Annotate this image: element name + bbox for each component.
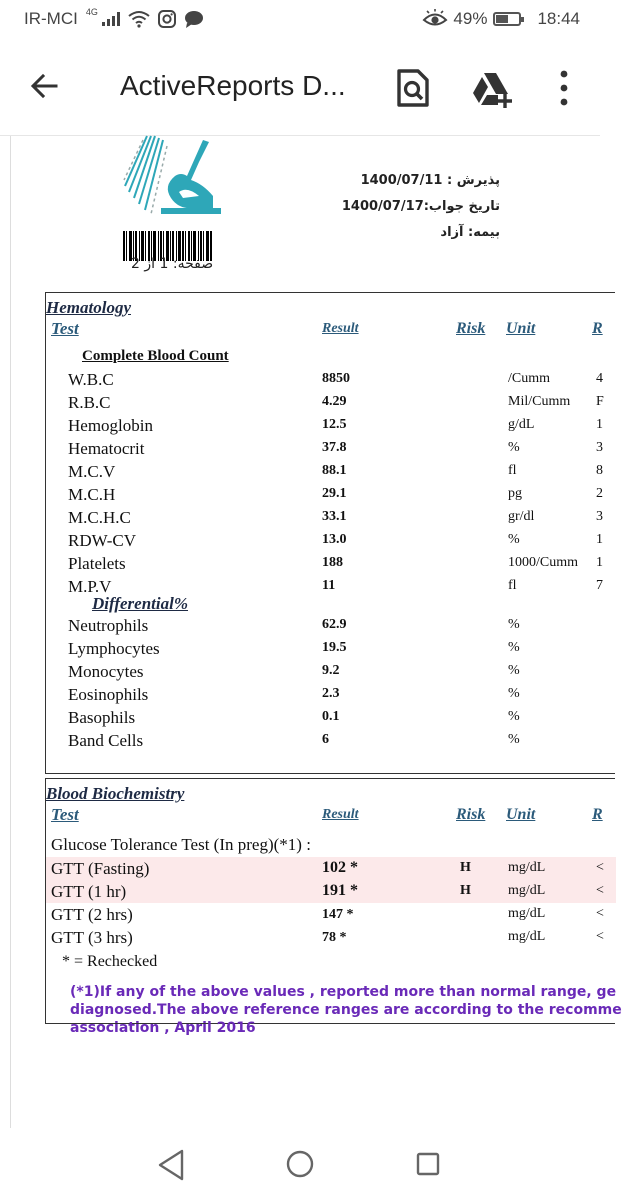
battery-percent: 49% (453, 9, 488, 28)
test-result: 12.5 (322, 417, 347, 432)
test-ref: < (596, 860, 604, 875)
test-unit: mg/dL (508, 883, 546, 898)
test-unit: fl (508, 578, 517, 593)
signal-icon (102, 12, 120, 26)
rechecked-note: * = Rechecked (62, 953, 158, 970)
test-unit: % (508, 709, 520, 724)
test-name: W.B.C (68, 370, 114, 389)
table-row-flagged (46, 857, 616, 880)
nav-back-button[interactable] (156, 1148, 186, 1182)
table-row (46, 614, 616, 636)
footnote (70, 983, 630, 1037)
page-number: صفحه: 1 از 2 (131, 256, 214, 272)
column-result: Result (322, 807, 359, 822)
insurance-type: بیمه: آزاد (440, 225, 500, 240)
test-name: GTT (1 hr) (51, 882, 127, 901)
table-row (46, 391, 616, 413)
test-name: Hemoglobin (68, 416, 153, 435)
network-type: 4G (85, 7, 98, 17)
risk-flag: H (460, 860, 471, 875)
column-test: Test (51, 319, 79, 338)
triangle-back-icon (156, 1148, 186, 1182)
preview-button[interactable] (396, 68, 432, 108)
test-name: M.C.H.C (68, 508, 131, 527)
test-result: 19.5 (322, 640, 347, 655)
table-row (46, 729, 616, 751)
test-result: 4.29 (322, 394, 347, 409)
status-bar (0, 0, 600, 40)
test-name: Monocytes (68, 662, 144, 681)
test-ref: 1 (596, 417, 603, 432)
test-unit: % (508, 440, 520, 455)
test-name: M.C.H (68, 485, 116, 504)
reception-date: پذیرش : 1400/07/11 (360, 173, 500, 188)
table-row (46, 460, 616, 482)
test-name: GTT (3 hrs) (51, 928, 133, 947)
test-unit: mg/dL (508, 906, 546, 921)
test-unit: % (508, 532, 520, 547)
test-name: GTT (2 hrs) (51, 905, 133, 924)
instagram-icon (158, 10, 176, 28)
test-name: Eosinophils (68, 685, 149, 704)
test-name: Platelets (68, 554, 126, 573)
column-risk: Risk (456, 320, 486, 337)
test-ref: 4 (596, 371, 603, 386)
test-ref: < (596, 906, 604, 921)
eye-icon (423, 10, 447, 28)
test-ref: 3 (596, 440, 603, 455)
table-row (46, 414, 616, 436)
report-page (10, 136, 622, 1128)
save-to-drive-button[interactable] (470, 70, 514, 110)
test-result: 8850 (322, 371, 350, 386)
test-ref: 3 (596, 509, 603, 524)
nav-home-button[interactable] (286, 1150, 314, 1178)
test-name: Hematocrit (68, 439, 145, 458)
column-unit: Unit (506, 806, 536, 823)
test-result: 6 (322, 732, 329, 747)
test-unit: mg/dL (508, 860, 546, 875)
test-ref: 1 (596, 532, 603, 547)
test-result: 78 * (322, 930, 347, 945)
test-unit: gr/dl (508, 509, 535, 524)
section-title: Hematology (46, 298, 131, 317)
status-left (24, 9, 204, 29)
test-unit: pg (508, 486, 522, 501)
table-row (46, 637, 616, 659)
differential-title: Differential% (92, 594, 189, 613)
test-result: 0.1 (322, 709, 340, 724)
column-risk: Risk (456, 806, 486, 823)
column-ref: R (592, 806, 603, 823)
table-row (46, 903, 616, 926)
clock-time: 18:44 (537, 9, 580, 28)
test-unit: 1000/Cumm (508, 555, 579, 570)
test-name: GTT (Fasting) (51, 859, 150, 878)
document-title: ActiveReports D... (120, 70, 346, 101)
table-row (46, 437, 616, 459)
document-search-icon (396, 68, 430, 108)
lab-logo (121, 136, 231, 218)
status-right (423, 9, 580, 29)
square-recents-icon (416, 1152, 440, 1176)
test-name: Lymphocytes (68, 639, 160, 658)
test-ref: F (596, 394, 604, 409)
test-ref: 1 (596, 555, 603, 570)
test-result: 188 (322, 555, 343, 570)
test-ref: < (596, 883, 604, 898)
chat-bubble-icon (184, 10, 204, 28)
test-result: 9.2 (322, 663, 340, 678)
test-result: 37.8 (322, 440, 347, 455)
wifi-icon (128, 10, 150, 28)
test-ref: 8 (596, 463, 603, 478)
answer-date: تاریخ جواب:1400/07/17 (341, 199, 500, 214)
test-unit: Mil/Cumm (508, 394, 571, 409)
nav-recents-button[interactable] (416, 1152, 440, 1176)
test-name: Neutrophils (68, 616, 149, 635)
test-ref: 2 (596, 486, 603, 501)
test-result: 62.9 (322, 617, 347, 632)
table-row (46, 483, 616, 505)
risk-flag: H (460, 883, 471, 898)
test-result: 191 * (322, 882, 358, 899)
column-ref: R (592, 320, 603, 337)
test-ref: < (596, 929, 604, 944)
test-name: M.P.V (68, 577, 112, 596)
circle-home-icon (286, 1150, 314, 1178)
test-result: 11 (322, 578, 336, 593)
table-row-flagged (46, 880, 616, 903)
test-name: R.B.C (68, 393, 111, 412)
more-options-button[interactable] (552, 66, 576, 110)
carrier-name: IR-MCI (24, 9, 78, 28)
arrow-left-icon (28, 70, 60, 102)
test-unit: /Cumm (508, 371, 551, 386)
test-unit: % (508, 617, 520, 632)
column-unit: Unit (506, 320, 536, 337)
gtt-group-title: Glucose Tolerance Test (In preg)(*1) : (51, 835, 311, 854)
google-drive-add-icon (470, 70, 514, 110)
test-result: 33.1 (322, 509, 347, 524)
test-name: Basophils (68, 708, 136, 727)
test-result: 102 * (322, 859, 358, 876)
table-row (46, 683, 616, 705)
test-result: 88.1 (322, 463, 347, 478)
test-unit: % (508, 640, 520, 655)
test-result: 13.0 (322, 532, 347, 547)
test-unit: % (508, 686, 520, 701)
back-button[interactable] (28, 70, 68, 110)
test-unit: % (508, 663, 520, 678)
report-header-info (342, 168, 500, 246)
test-unit: mg/dL (508, 929, 546, 944)
more-vertical-icon (552, 66, 576, 110)
table-row (46, 552, 616, 574)
table-row (46, 529, 616, 551)
table-row (46, 660, 616, 682)
biochemistry-section (45, 778, 622, 1036)
test-result: 29.1 (322, 486, 347, 501)
test-name: Band Cells (68, 731, 144, 750)
test-result: 147 * (322, 907, 354, 922)
table-row (46, 368, 616, 390)
test-unit: g/dL (508, 417, 535, 432)
column-result: Result (322, 321, 359, 336)
test-ref: 7 (596, 578, 603, 593)
footnote-line: (*1)If any of the above values , reported more than normal range, ge (70, 984, 617, 1000)
footnote-line: diagnosed.The above reference ranges are according to the recomme (70, 1002, 622, 1018)
test-result: 2.3 (322, 686, 340, 701)
test-name: RDW-CV (68, 531, 136, 550)
test-unit: fl (508, 463, 517, 478)
test-name: M.C.V (68, 462, 116, 481)
column-test: Test (51, 805, 79, 824)
table-row (46, 706, 616, 728)
app-bar (0, 40, 600, 136)
navigation-bar (0, 1128, 600, 1200)
test-unit: % (508, 732, 520, 747)
table-row (46, 926, 616, 949)
footnote-line: association , April 2016 (70, 1020, 256, 1036)
section-title: Blood Biochemistry (46, 784, 185, 803)
table-row (46, 506, 616, 528)
cbc-title: Complete Blood Count (82, 348, 229, 364)
hematology-section (45, 292, 615, 774)
battery-icon (493, 12, 521, 26)
